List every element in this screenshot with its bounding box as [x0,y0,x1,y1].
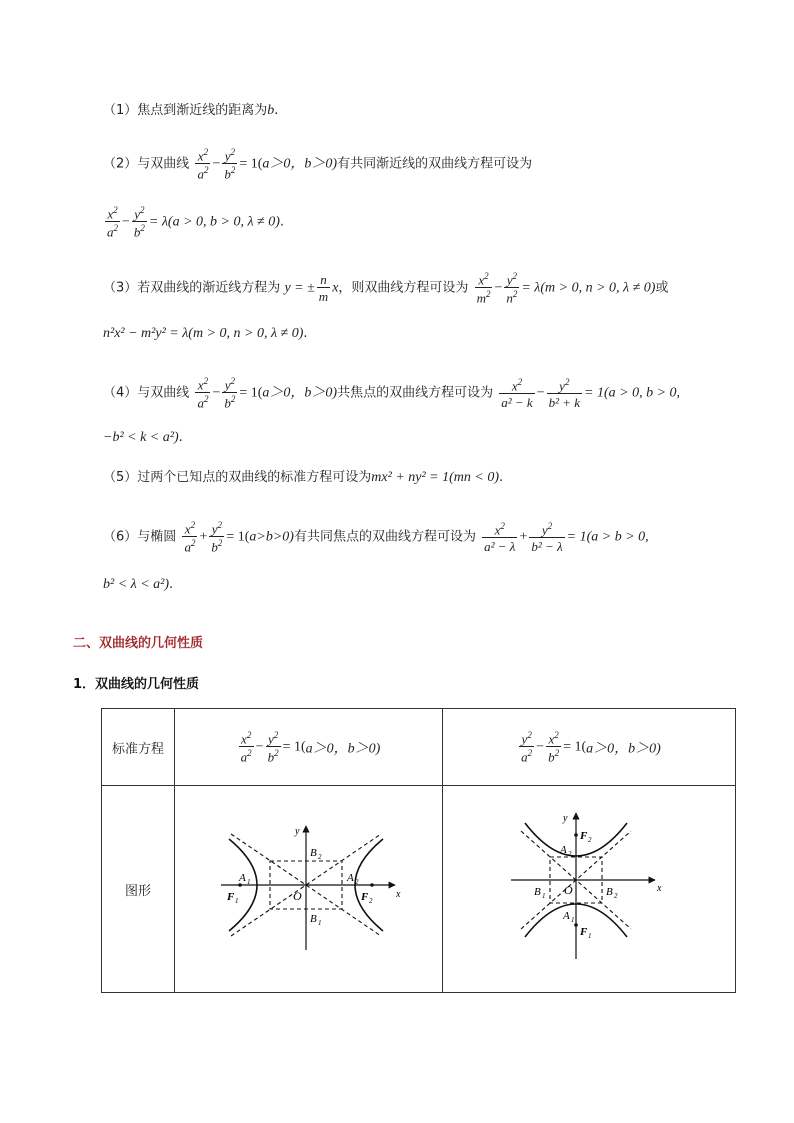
focus-f2-label: F [360,891,368,903]
item-6-formula: b² < λ < a²). [103,577,174,592]
svg-text:2: 2 [588,836,592,844]
vertical-hyperbola-figure [509,811,669,963]
table-row [102,786,736,993]
item-6: （6）与椭圆 $\frac{x^2}{a^2}$ + $\frac{y^2}{b^2}$ = 1(a>b>0)有共同焦点的双曲线方程可设为 $\frac{x^2}{\text{a² − λ}}$ + $\frac{y^2}{\text{b² − λ}}$ = 1(a > b > 0, [103,520,649,555]
y-label: y [563,813,568,824]
svg-text:1: 1 [234,897,238,905]
vertex-b1-label: B [309,913,317,925]
vertex-b1-label: B [534,886,541,898]
svg-text:1: 1 [317,919,321,927]
item-1: （1）焦点到渐近线的距离为b. [103,103,279,118]
fraction-y2-b2: $\frac{y^2}{b^2}$ [224,147,236,182]
item-4-formula: −b² < k < a²). [103,430,183,445]
focus-f1-label: F [226,891,234,903]
vertex-a2-label: A [346,872,354,884]
svg-text:1: 1 [542,892,546,900]
focus-point [574,923,578,927]
svg-text:2: 2 [368,897,372,905]
item-2: （2）与双曲线 $\frac{x^2}{a^2}$ − $\frac{y^2}{b^2}$ = 1(a＞0，b＞0)有共同渐近线的双曲线方程可设为 [103,147,533,182]
focus-f1-label: F [580,926,588,938]
origin-label: O [564,883,573,897]
x-label: x [657,883,662,894]
properties-table [101,708,736,993]
row-label-standard-equation: 标准方程 [102,709,175,786]
svg-text:1: 1 [246,878,250,886]
svg-text:2: 2 [354,878,358,886]
focus-point [370,883,374,887]
vertex-a1-label: A [563,910,570,922]
table-row [102,709,736,786]
item-4: （4）与双曲线 $\frac{x^2}{a^2}$ − $\frac{y^2}{b^2}$ = 1(a＞0，b＞0)共焦点的双曲线方程可设为 $\frac{x^2}{\text{a² − k}}$ − $\frac{y^2}{\text{b² + k}}$ = 1(a > 0, b > 0, [103,376,681,411]
figure-cell-vertical [443,786,736,993]
item-3-formula: n²x² − m²y² = λ(m > 0, n > 0, λ ≠ 0). [103,326,308,341]
y-label: y [294,826,299,837]
origin-label: O [292,889,302,903]
focus-f2-label: F [580,830,588,842]
svg-text:1: 1 [588,932,592,940]
equation-cell-vertical: $\frac{y^2}{a^2}$ − $\frac{x^2}{b^2}$ = 1(a＞0，b＞0) [443,709,736,786]
subsection-title: 1．双曲线的几何性质 [73,677,200,692]
svg-text:2: 2 [614,892,618,900]
x-label: x [395,889,400,900]
vertex-a1-label: A [238,872,246,884]
item-3: （3）若双曲线的渐近线方程为 y = ± $\frac{n}{m}$ x，则双曲线方程可设为 $\frac{x^2}{m^2}$ − $\frac{y^2}{n^2}$ = λ(m > 0, n > 0, λ ≠ 0)或 [103,271,669,306]
svg-text:1: 1 [571,916,575,924]
item-2-formula: $\frac{x^2}{a^2}$ − $\frac{y^2}{b^2}$ = λ(a > 0, b > 0, λ ≠ 0). [107,205,285,240]
figure-cell-horizontal [175,786,443,993]
svg-text:2: 2 [317,853,321,861]
vertex-b2-label: B [309,847,317,859]
vertex-b2-label: B [606,886,613,898]
row-label-figure: 图形 [102,786,175,993]
svg-text:2: 2 [568,850,572,858]
item-5: （5）过两个已知点的双曲线的标准方程可设为mx² + ny² = 1(mn < 0). [103,470,504,485]
equation-cell-horizontal: $\frac{x^2}{a^2}$ − $\frac{y^2}{b^2}$ = 1(a＞0，b＞0) [175,709,443,786]
vertex-a2-label: A [560,844,567,856]
horizontal-hyperbola-figure [219,822,399,952]
fraction-x2-a2: $\frac{x^2}{a^2}$ [197,147,209,182]
focus-point [574,833,578,837]
section-title: 二、双曲线的几何性质 [73,636,204,651]
